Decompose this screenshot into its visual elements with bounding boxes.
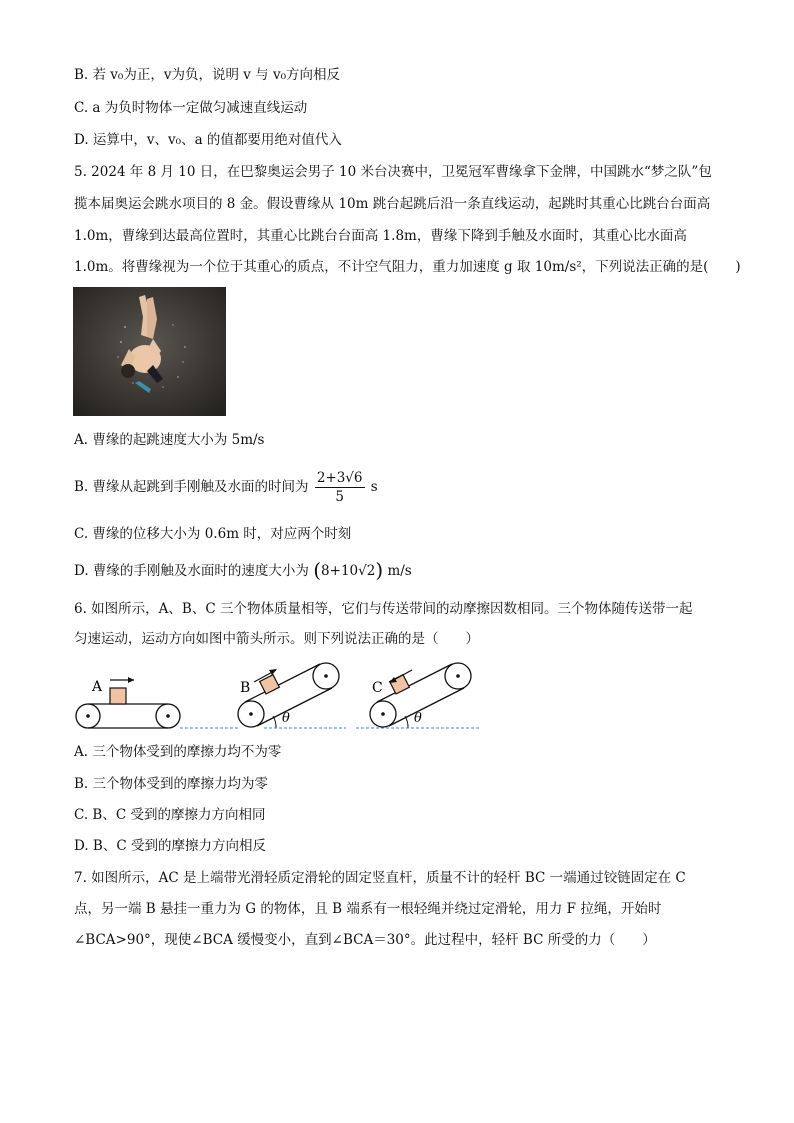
q5-option-b bbox=[74, 467, 378, 507]
q6-stem-line1: 6. 如图所示，A、B、C 三个物体质量相等，它们与传送带间的动摩擦因数相同。三个物体随传送带一起 bbox=[74, 601, 693, 617]
q5-option-b-numerator: 2+3√6 bbox=[316, 470, 363, 486]
label-b: B bbox=[240, 680, 251, 696]
q5-option-d-unit: m/s bbox=[387, 563, 412, 579]
q5-option-d: D. 曹缘的手刚触及水面时的速度大小为 (8+10√2) m/s bbox=[74, 558, 412, 582]
q6-option-c: C. B、C 受到的摩擦力方向相同 bbox=[74, 807, 266, 823]
q5-option-d-value: 8+10√2 bbox=[321, 563, 376, 579]
q7-stem-line3: ∠BCA>90°，现使∠BCA 缓慢变小，直到∠BCA＝30°。此过程中，轻杆 BC 所受的力（ ） bbox=[74, 932, 656, 948]
q5-option-c: C. 曹缘的位移大小为 0.6m 时，对应两个时刻 bbox=[74, 526, 352, 542]
q5-option-a: A. 曹缘的起跳速度大小为 5m/s bbox=[74, 432, 265, 448]
q5-stem-line4: 1.0m。将曹缘视为一个位于其重心的质点，不计空气阻力，重力加速度 g 取 10m/s²，下列说法正确的是( ) bbox=[74, 259, 741, 275]
q7-stem-line2: 点，另一端 B 悬挂一重力为 G 的物体，且 B 端系有一根轻绳并绕过定滑轮，用力 F 拉绳，开始时 bbox=[74, 901, 662, 917]
block-a bbox=[110, 688, 126, 704]
label-c: C bbox=[372, 680, 383, 696]
belt-c bbox=[356, 663, 480, 728]
arrow-right-icon bbox=[128, 677, 134, 683]
theta-c: θ bbox=[414, 711, 422, 726]
diver-photo bbox=[73, 287, 226, 416]
q5-option-b-denominator: 5 bbox=[335, 489, 344, 505]
q5-stem-line1: 5. 2024 年 8 月 10 日，在巴黎奥运会男子 10 米台决赛中，卫冕冠军曹缘拿下金牌，中国跳水“梦之队”包 bbox=[74, 164, 712, 180]
q4-option-c: C. a 为负时物体一定做匀减速直线运动 bbox=[74, 100, 308, 116]
q6-stem-line2: 匀速运动，运动方向如图中箭头所示。则下列说法正确的是（ ） bbox=[74, 631, 479, 647]
block-c bbox=[390, 675, 410, 694]
q5-option-d-text: D. 曹缘的手刚触及水面时的速度大小为 bbox=[74, 563, 309, 579]
q6-option-a: A. 三个物体受到的摩擦力均不为零 bbox=[74, 744, 282, 760]
belt-a bbox=[76, 677, 180, 728]
q6-option-d: D. B、C 受到的摩擦力方向相反 bbox=[74, 838, 266, 854]
q5-stem-line2: 揽本届奥运会跳水项目的 8 金。假设曹缘从 10m 跳台起跳后沿一条直线运动，起跳时其重心比跳台台面高 bbox=[74, 196, 711, 212]
q4-option-b: B. 若 v₀为正，v为负，说明 v 与 v₀方向相反 bbox=[74, 67, 340, 83]
q5-stem-line3: 1.0m，曹缘到达最高位置时，其重心比跳台台面高 1.8m，曹缘下降到手触及水面时，其重心比水面高 bbox=[74, 228, 687, 244]
q6-option-b: B. 三个物体受到的摩擦力均为零 bbox=[74, 776, 269, 792]
conveyor-belt-diagram bbox=[70, 658, 490, 738]
q5-option-b-fraction bbox=[315, 469, 365, 506]
q5-option-b-text: B. 曹缘从起跳到手刚触及水面的时间为 bbox=[74, 479, 309, 495]
q5-option-b-unit: s bbox=[370, 479, 378, 495]
theta-b: θ bbox=[282, 711, 290, 726]
q4-option-d: D. 运算中，v、v₀、a 的值都要用绝对值代入 bbox=[74, 132, 342, 148]
label-a: A bbox=[92, 679, 103, 695]
q7-stem-line1: 7. 如图所示，AC 是上端带光滑轻质定滑轮的固定竖直杆，质量不计的轻杆 BC 一端通过铰链固定在 C bbox=[74, 870, 686, 886]
belt-b bbox=[238, 663, 346, 728]
